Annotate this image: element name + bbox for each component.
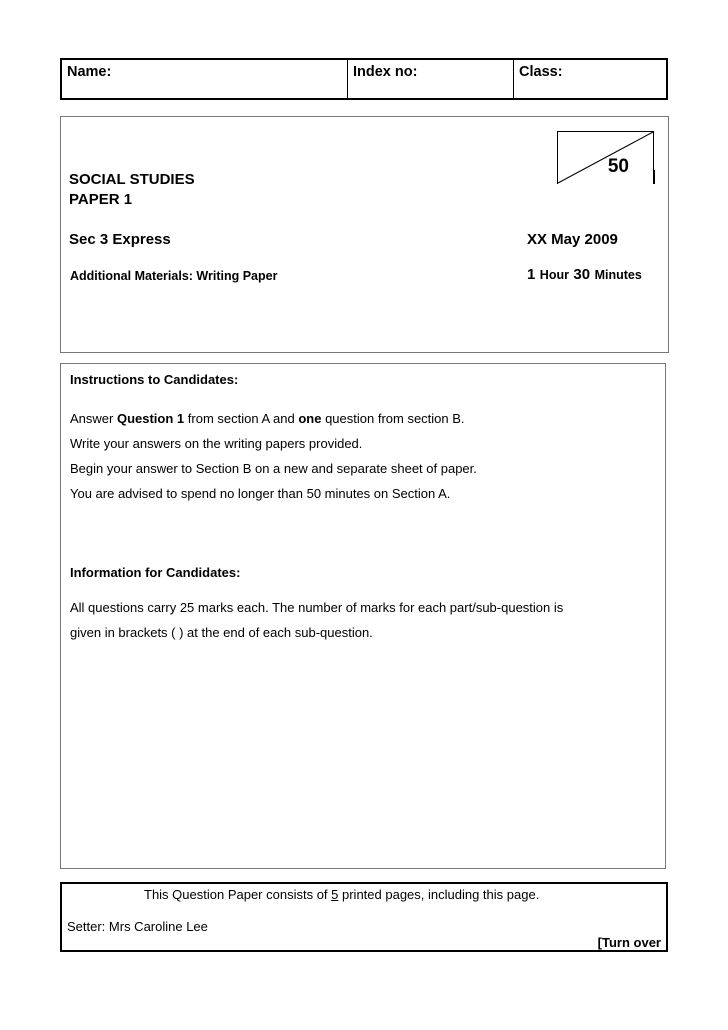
duration-minutes: 30: [573, 266, 591, 283]
duration-minutes-unit: Minutes: [594, 268, 642, 282]
page-count-note: [144, 887, 539, 902]
instructions-box: [60, 363, 666, 869]
instruction-line-4: You are advised to spend no longer than 50 minutes on Section A.: [70, 486, 451, 501]
total-marks-value: 50: [607, 156, 629, 177]
duration-hours-unit: Hour: [539, 268, 569, 282]
duration: [527, 266, 642, 284]
index-label: Index no:: [353, 64, 418, 80]
duration-hours: 1: [527, 266, 536, 283]
instructions-heading: Instructions to Candidates:: [70, 372, 239, 387]
information-heading: Information for Candidates:: [70, 565, 241, 580]
footer-box: [60, 882, 668, 952]
marks-box-tick: [653, 170, 655, 184]
instruction-line-2: Write your answers on the writing papers provided.: [70, 436, 363, 451]
instruction-line-1: [70, 411, 465, 426]
instruction-line-3: Begin your answer to Section B on a new and separate sheet of paper.: [70, 461, 477, 476]
information-line-1: All questions carry 25 marks each. The number of marks for each part/sub-question is: [70, 600, 564, 615]
additional-materials: Additional Materials: Writing Paper: [70, 269, 278, 283]
setter: Setter: Mrs Caroline Lee: [67, 919, 208, 934]
exam-date: XX May 2009: [527, 231, 618, 248]
page-count-text: This Question Paper consists of: [144, 887, 332, 902]
class-cell: [514, 60, 668, 98]
index-cell: [348, 60, 514, 98]
instruction-text: question from section B.: [321, 411, 465, 426]
instruction-emphasis: Question 1: [116, 411, 185, 426]
level: Sec 3 Express: [69, 231, 171, 248]
page-count-text: printed pages, including this page.: [338, 887, 540, 902]
paper-number: PAPER 1: [69, 191, 133, 208]
page-count-number: 5: [331, 887, 339, 902]
instruction-text: Answer: [70, 411, 117, 426]
candidate-details-table: [60, 58, 668, 100]
subject-title: SOCIAL STUDIES: [69, 171, 195, 188]
name-cell: [62, 60, 348, 98]
marks-diagonal-line: [557, 131, 654, 184]
information-line-2: given in brackets ( ) at the end of each sub-question.: [70, 625, 373, 640]
turn-over: [Turn over: [597, 935, 661, 950]
name-label: Name:: [67, 64, 112, 80]
instruction-emphasis: one: [298, 411, 322, 426]
instruction-text: from section A and: [184, 411, 299, 426]
total-marks-box: [557, 131, 654, 184]
class-label: Class:: [519, 64, 563, 80]
